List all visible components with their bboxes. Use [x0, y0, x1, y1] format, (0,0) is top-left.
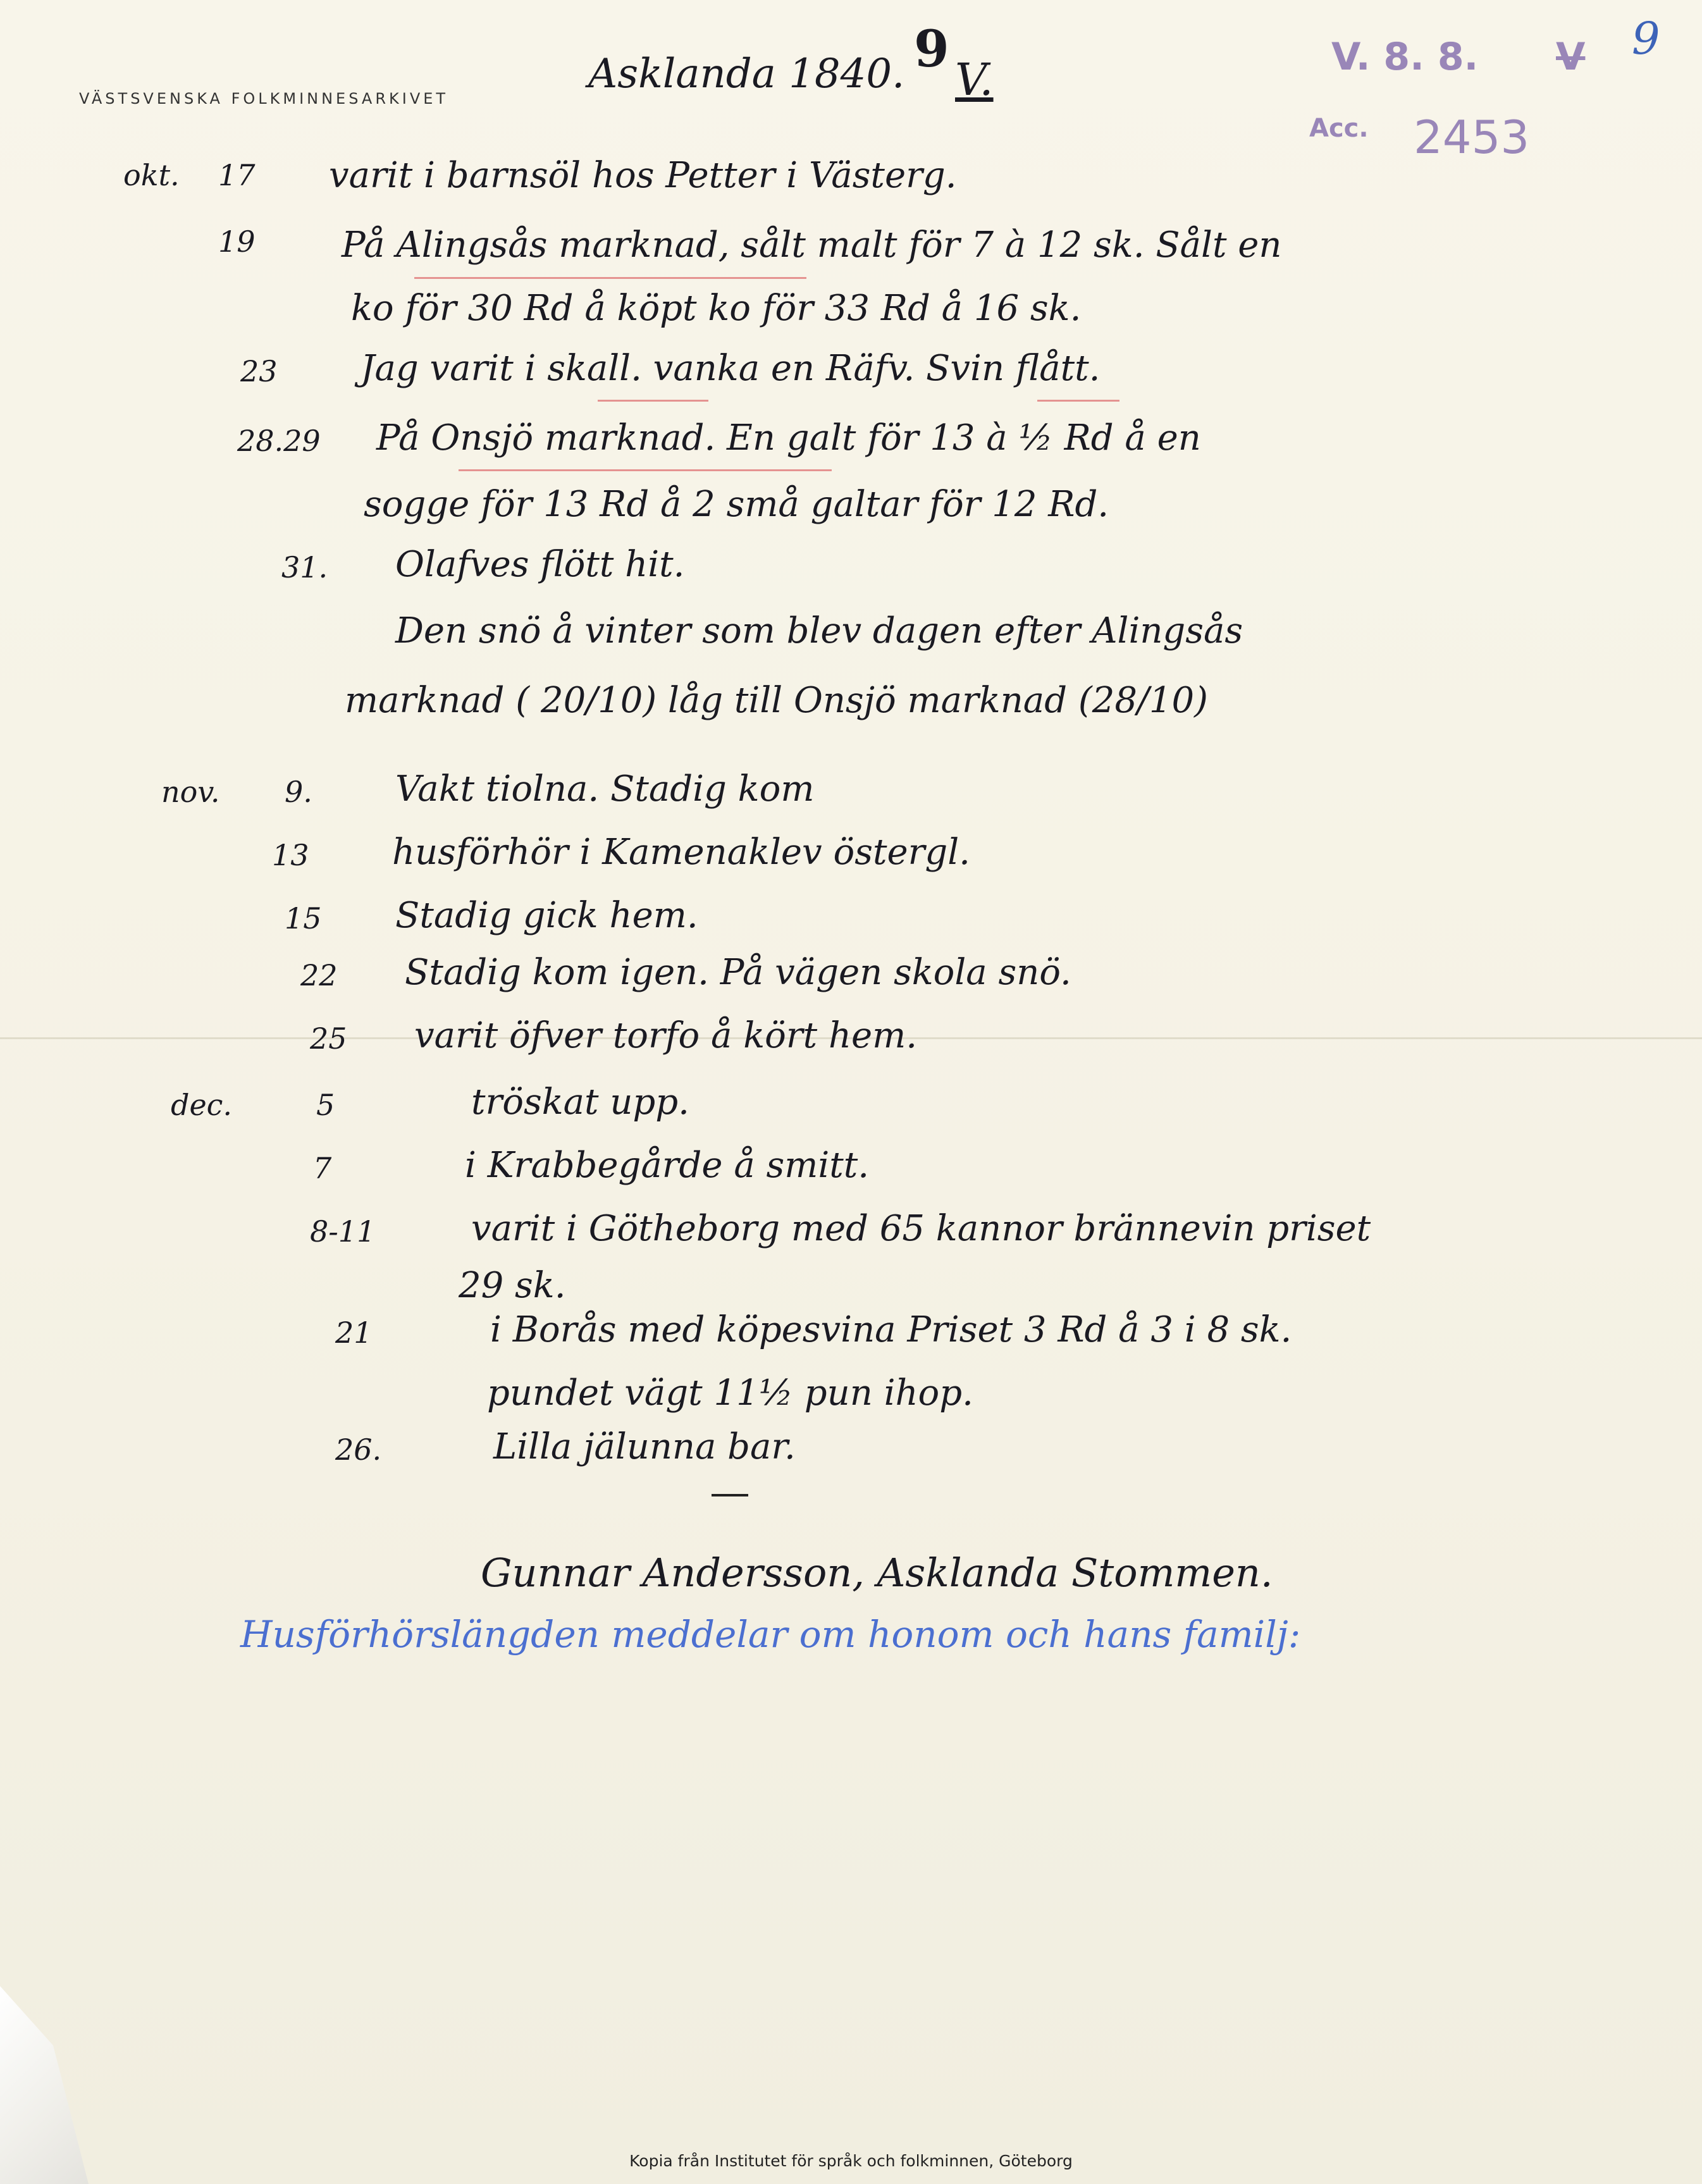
- entry-text: Stadig kom igen. På vägen skola snö.: [405, 952, 1071, 993]
- header-sheet-roman: V.: [955, 54, 994, 106]
- entry-month: nov.: [161, 775, 220, 809]
- red-underline: [414, 277, 806, 279]
- entry-text: varit i Götheborg med 65 kannor brännevin priset: [471, 1208, 1371, 1249]
- entry-text: pundet vägt 11½ pun ihop.: [487, 1373, 973, 1414]
- entry-day: 17: [218, 158, 256, 192]
- entry-day: 13: [272, 838, 309, 872]
- entry-text: i Krabbegårde å smitt.: [465, 1145, 870, 1186]
- entry-text: husförhör i Kamenaklev östergl.: [392, 832, 970, 873]
- entry-day: 25: [310, 1021, 347, 1056]
- entry-day: 31.: [281, 550, 328, 584]
- red-underline: [1037, 400, 1119, 402]
- entry-text: På Onsjö marknad. En galt för 13 à ½ Rd å en: [376, 417, 1201, 459]
- entry-text: Den snö å vinter som blev dagen efter Alingsås: [395, 610, 1243, 651]
- entry-text: sogge för 13 Rd å 2 små galtar för 12 Rd.: [364, 484, 1109, 525]
- red-underline: [459, 469, 832, 471]
- footer-credit: Kopia från Institutet för språk och folkminnen, Göteborg: [629, 2152, 1073, 2170]
- entry-day: 8-11: [310, 1214, 376, 1249]
- entry-text: varit öfver torfo å kört hem.: [414, 1015, 918, 1056]
- pencil-number: 9: [1632, 13, 1660, 65]
- entry-text: marknad ( 20/10) låg till Onsjö marknad (28/10): [345, 680, 1208, 721]
- signature: Gunnar Andersson, Asklanda Stommen.: [481, 1550, 1273, 1596]
- header-sheet-number: 9: [914, 19, 949, 78]
- entry-text: Olafves flött hit.: [395, 544, 685, 585]
- entry-text: Lilla jälunna bar.: [493, 1426, 796, 1467]
- entry-day: 7: [313, 1151, 332, 1185]
- entry-text: Stadig gick hem.: [395, 895, 698, 936]
- entry-text: ko för 30 Rd å köpt ko för 33 Rd å 16 sk.: [351, 288, 1082, 329]
- entry-day: 19: [218, 225, 256, 259]
- entry-day: 22: [300, 958, 338, 992]
- entry-text: tröskat upp.: [471, 1082, 689, 1123]
- header-place-year: Asklanda 1840.: [588, 51, 905, 97]
- entry-text: i Borås med köpesvina Priset 3 Rd å 3 i 8 sk.: [490, 1309, 1292, 1350]
- entry-month: okt.: [123, 158, 180, 192]
- red-underline: [598, 400, 708, 402]
- entry-day: 28.29: [237, 424, 321, 458]
- letterhead: VÄSTSVENSKA FOLKMINNESARKIVET: [79, 90, 449, 108]
- separator-dash: [712, 1494, 748, 1496]
- entry-month: dec.: [171, 1088, 233, 1122]
- entry-text: Jag varit i skall. vanka en Räfv. Svin flått.: [361, 348, 1101, 389]
- archive-stamp-roman: V: [1556, 35, 1586, 79]
- accession-label: Acc.: [1309, 114, 1369, 143]
- entry-text: Vakt tiolna. Stadig kom: [395, 768, 815, 810]
- entry-text: På Alingsås marknad, sålt malt för 7 à 12 sk. Sålt en: [342, 225, 1282, 266]
- entry-day: 5: [316, 1088, 335, 1122]
- entry-day: 15: [285, 901, 322, 935]
- blue-note: Husförhörslängden meddelar om honom och hans familj:: [240, 1613, 1301, 1656]
- accession-number: 2453: [1414, 111, 1530, 164]
- entry-text: 29 sk.: [459, 1265, 566, 1306]
- entry-day: 21: [335, 1316, 373, 1350]
- entry-day: 9.: [285, 775, 312, 809]
- entry-day: 26.: [335, 1433, 382, 1467]
- archive-stamp-code: V. 8. 8.: [1331, 35, 1479, 79]
- entry-day: 23: [240, 354, 278, 388]
- entry-text: varit i barnsöl hos Petter i Västerg.: [329, 155, 957, 196]
